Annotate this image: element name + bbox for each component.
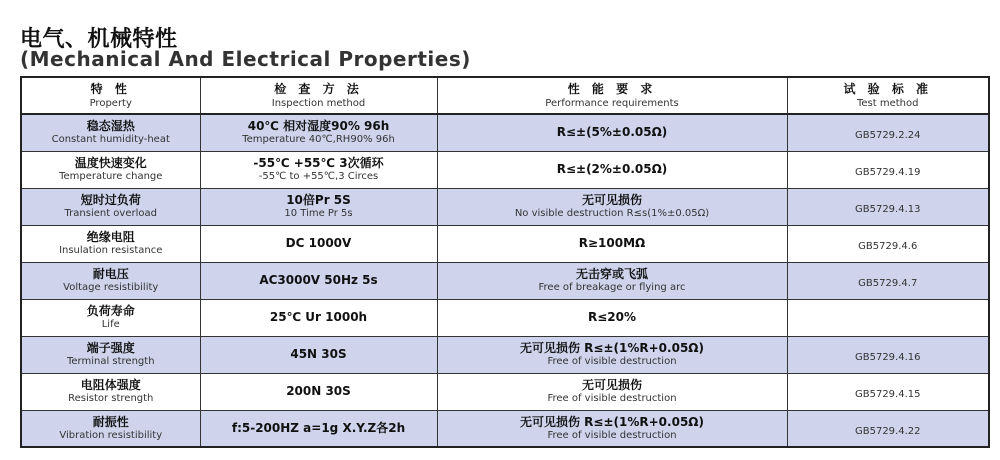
standard-code: GB5729.4.15 [854, 389, 921, 400]
header-label-zh: 特 性 [90, 81, 131, 96]
property-name-en: Transient overload [64, 208, 157, 219]
method-cell [200, 410, 437, 447]
standard-cell [787, 410, 989, 447]
property-cell [21, 262, 200, 299]
requirement-text: 无可见损伤 [581, 378, 642, 392]
requirement-text: R≤20% [587, 310, 637, 324]
table-row [21, 299, 989, 336]
property-cell [21, 373, 200, 410]
property-name-en: Insulation resistance [59, 245, 163, 256]
requirement-text: R≥100MΩ [578, 236, 646, 250]
method-text: f:5-200HZ a=1g X.Y.Z各2h [231, 420, 406, 435]
requirement-cell [437, 410, 787, 447]
property-cell [21, 114, 200, 151]
method-cell [200, 262, 437, 299]
standard-cell [787, 373, 989, 410]
property-cell [21, 299, 200, 336]
standard-code: GB5729.2.24 [854, 130, 921, 142]
standard-cell [787, 114, 989, 151]
standard-code: GB5729.4.7 [858, 278, 918, 289]
requirement-subtext: Free of visible destruction [547, 356, 677, 367]
method-cell [200, 188, 437, 225]
standard-code: GB5729.4.19 [854, 167, 921, 178]
property-name-zh: 耐振性 [92, 414, 129, 429]
table-row [21, 336, 989, 373]
requirement-text: R≤±(5%±0.05Ω) [556, 125, 668, 140]
property-name-en: Vibration resistibility [59, 429, 163, 441]
property-name-zh: 耐电压 [92, 267, 129, 281]
standard-cell [787, 225, 989, 262]
header-performance-requirements [437, 77, 787, 114]
property-name-zh: 绝缘电阻 [86, 230, 135, 244]
requirement-cell [437, 151, 787, 188]
standard-code: GB5729.4.16 [854, 352, 921, 363]
requirement-subtext: Free of breakage or flying arc [538, 282, 686, 293]
table-row [21, 114, 989, 151]
requirement-text: 无可见损伤 [581, 193, 642, 207]
property-name-zh: 短时过负荷 [80, 193, 141, 207]
requirement-subtext: Free of visible destruction [547, 393, 677, 404]
method-cell [200, 373, 437, 410]
header-label-en: Inspection method [271, 97, 366, 109]
method-cell [200, 299, 437, 336]
property-name-en: Voltage resistibility [63, 282, 159, 293]
requirement-cell [437, 299, 787, 336]
table-row [21, 262, 989, 299]
method-text: 10倍Pr 5S [286, 193, 351, 207]
method-cell [200, 151, 437, 188]
standard-code: GB5729.4.6 [858, 241, 918, 252]
requirement-text: 无可见损伤 R≤±(1%R+0.05Ω) [520, 341, 704, 355]
property-name-zh: 温度快速变化 [74, 156, 147, 170]
title-zh: 电气、机械特性 [20, 27, 178, 52]
header-label-en: Performance requirements [545, 97, 679, 109]
standard-cell [787, 299, 989, 336]
method-subtext: -55℃ to +55℃,3 Circes [258, 171, 379, 182]
table-row [21, 225, 989, 262]
requirement-subtext: Free of visible destruction [547, 429, 677, 441]
requirement-subtext: No visible destruction R≤s(1%±0.05Ω) [514, 208, 710, 219]
requirement-text: 无可见损伤 R≤±(1%R+0.05Ω) [520, 414, 704, 429]
standard-cell [787, 262, 989, 299]
requirement-text: R≤±(2%±0.05Ω) [556, 162, 668, 176]
requirement-cell [437, 336, 787, 373]
property-name-en: Terminal strength [66, 356, 155, 367]
property-cell [21, 225, 200, 262]
standard-cell [787, 188, 989, 225]
requirement-text: 无击穿或飞弧 [575, 267, 648, 281]
standard-cell [787, 336, 989, 373]
requirement-cell [437, 373, 787, 410]
requirement-cell [437, 225, 787, 262]
property-cell [21, 410, 200, 447]
header-label-zh: 性 能 要 求 [567, 81, 657, 96]
table-header-row [21, 77, 989, 114]
requirement-cell [437, 114, 787, 151]
table-row [21, 151, 989, 188]
header-property [21, 77, 200, 114]
table-row [21, 188, 989, 225]
property-name-en: Temperature change [59, 171, 163, 182]
property-name-zh: 电阻体强度 [80, 378, 141, 392]
property-name-zh: 稳态湿热 [86, 119, 135, 134]
method-text: -55℃ +55℃ 3次循环 [253, 156, 384, 170]
property-cell [21, 151, 200, 188]
header-inspection-method [200, 77, 437, 114]
header-label-zh: 检 查 方 法 [274, 81, 363, 96]
method-cell [200, 114, 437, 151]
title-en: (Mechanical And Electrical Properties) [20, 47, 471, 71]
property-name-zh: 端子强度 [86, 341, 135, 355]
header-label-zh: 试 验 标 准 [843, 81, 933, 96]
requirement-cell [437, 188, 787, 225]
properties-table [20, 76, 990, 448]
property-name-en: Life [101, 319, 120, 330]
header-label-en: Test method [857, 97, 919, 109]
property-cell [21, 188, 200, 225]
standard-code: GB5729.4.22 [854, 425, 921, 437]
method-cell [200, 336, 437, 373]
method-text: 45N 30S [290, 347, 347, 361]
standard-cell [787, 151, 989, 188]
header-test-method [787, 77, 989, 114]
method-subtext: Temperature 40℃,RH90% 96h [242, 134, 395, 146]
standard-code: GB5729.4.13 [854, 204, 921, 215]
requirement-cell [437, 262, 787, 299]
table-row [21, 410, 989, 447]
method-text: 40℃ 相对湿度90% 96h [247, 119, 390, 134]
property-cell [21, 336, 200, 373]
method-text: AC3000V 50Hz 5s [259, 273, 378, 287]
property-name-en: Resistor strength [68, 393, 154, 404]
method-text: 25℃ Ur 1000h [269, 310, 368, 324]
property-name-zh: 负荷寿命 [86, 304, 135, 318]
method-cell [200, 225, 437, 262]
method-text: DC 1000V [285, 236, 352, 250]
page-title [20, 22, 471, 71]
method-subtext: 10 Time Pr 5s [284, 208, 353, 219]
property-name-en: Constant humidity-heat [51, 134, 170, 146]
header-label-en: Property [89, 97, 132, 109]
table-row [21, 373, 989, 410]
method-text: 200N 30S [286, 384, 351, 398]
